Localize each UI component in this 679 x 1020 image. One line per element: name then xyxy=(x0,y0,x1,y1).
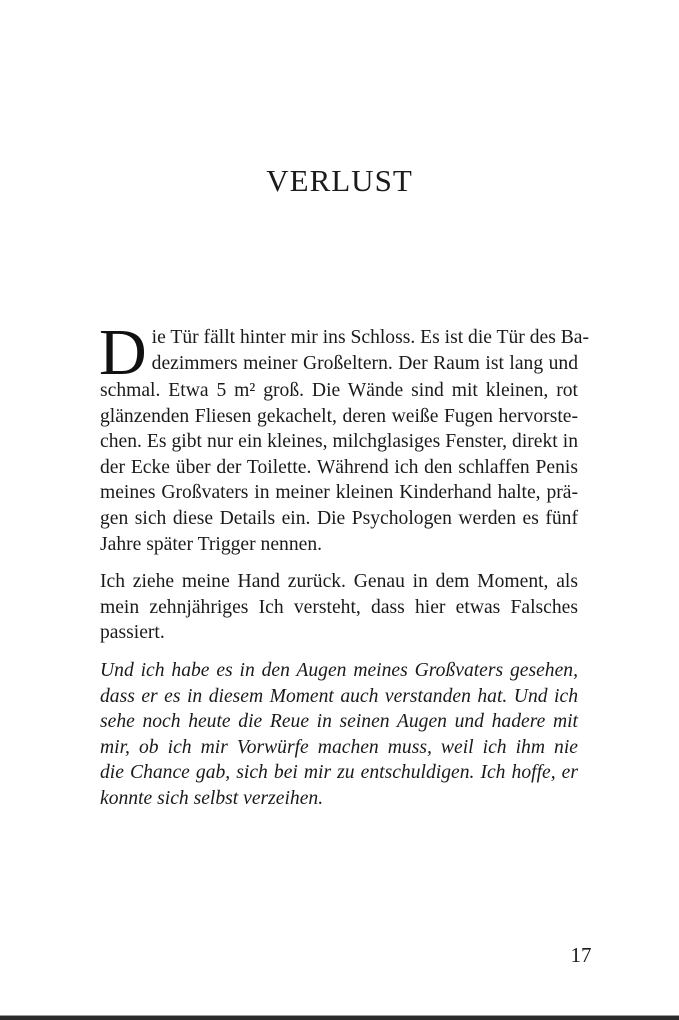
dropcap-letter: D xyxy=(99,316,147,389)
text-line: der Ecke über der Toilette. Während ich den schlaffen Penis xyxy=(100,456,578,478)
text-line: sehe noch heute die Reue in seinen Augen und hadere mit xyxy=(100,711,578,733)
paragraph-3-italic xyxy=(100,658,578,812)
text-line: glänzenden Fliesen gekachelt, deren weiße Fugen hervorste- xyxy=(100,405,578,427)
page-number: 17 xyxy=(570,943,592,967)
text-line: passiert. xyxy=(100,622,165,644)
text-line: konnte sich selbst verzeihen. xyxy=(100,787,324,809)
text-line: gen sich diese Details ein. Die Psychologen werden es fünf xyxy=(100,507,578,529)
text-line: die Chance gab, sich bei mir zu entschuldigen. Ich hoffe, er xyxy=(100,762,578,784)
paragraph-2 xyxy=(100,569,578,646)
text-line: mir, ob ich mir Vorwürfe machen muss, weil ich ihm nie xyxy=(100,736,578,758)
text-line: chen. Es gibt nur ein kleines, milchglasiges Fenster, direkt in xyxy=(100,431,578,453)
bottom-edge-bar xyxy=(0,1015,679,1020)
text-line: schmal. Etwa 5 m² groß. Die Wände sind mit kleinen, rot xyxy=(100,380,578,401)
text-line: dass er es in diesem Moment auch verstanden hat. Und ich xyxy=(100,685,578,707)
text-line: Jahre später Trigger nennen. xyxy=(100,533,323,555)
chapter-title: VERLUST xyxy=(266,163,413,198)
text-line: dezimmers meiner Großeltern. Der Raum ist lang und xyxy=(151,352,578,374)
text-line: meines Großvaters in meiner kleinen Kinderhand halte, prä- xyxy=(100,482,578,504)
body-text xyxy=(99,316,590,824)
text-line: ie Tür fällt hinter mir ins Schloss. Es ist die Tür des Ba- xyxy=(151,327,590,348)
text-line: mein zehnjähriges Ich versteht, dass hier etwas Falsches xyxy=(100,596,578,618)
text-line: Und ich habe es in den Augen meines Großvaters gesehen, xyxy=(100,659,578,681)
paragraph-1 xyxy=(99,316,590,557)
text-line: Ich ziehe meine Hand zurück. Genau in dem Moment, als xyxy=(100,571,578,593)
